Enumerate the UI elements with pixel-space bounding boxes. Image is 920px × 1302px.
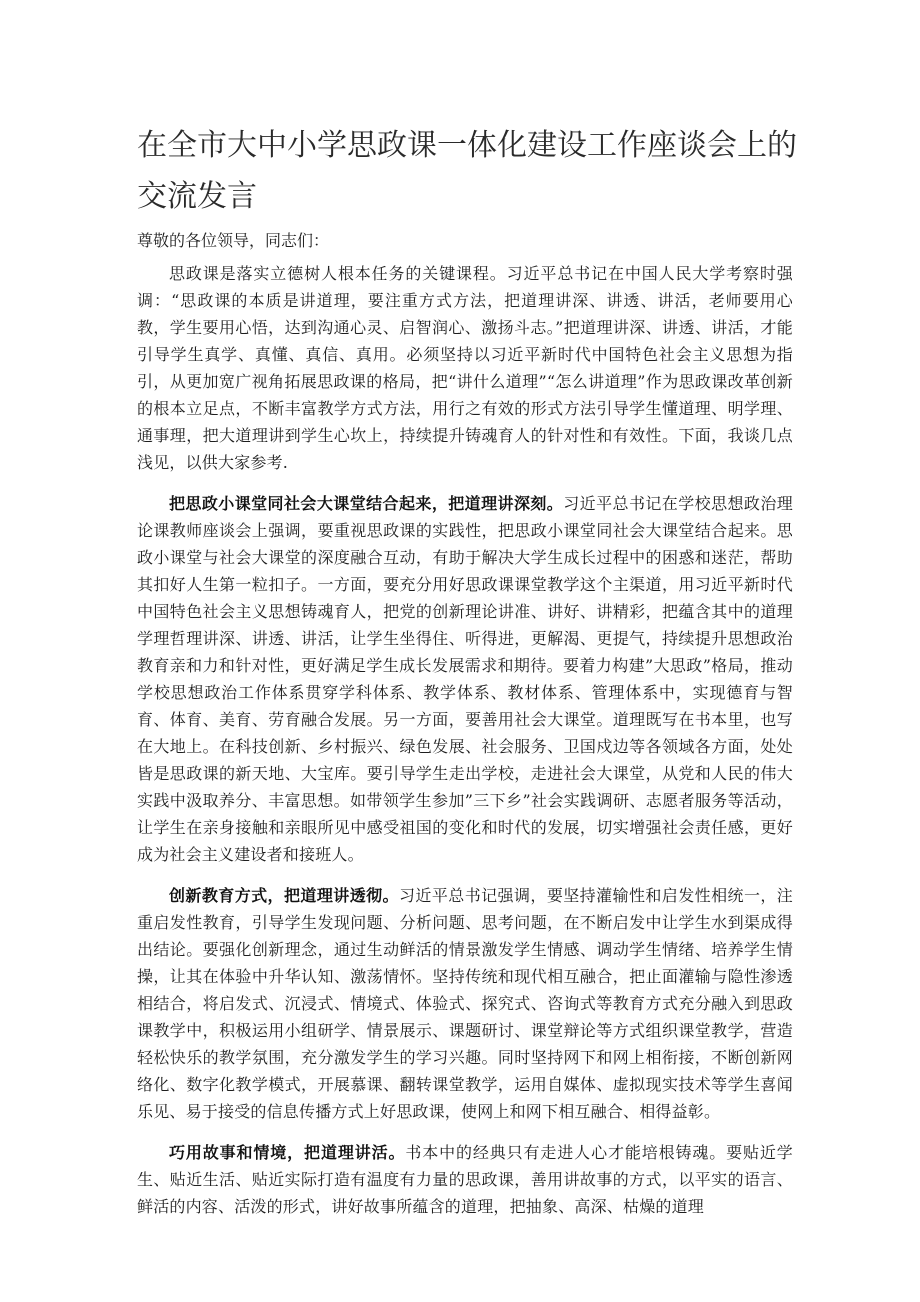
- paragraph-text: 思政课是落实立德树人根本任务的关键课程。习近平总书记在中国人民大学考察时强调：“思政课的本质是讲道理，要注重方式方法，把道理讲深、讲透、讲活，老师要用心教，学生要用心悟，达到沟通心灵、启智润心、激扬斗志。”把道理讲深、讲透、讲活，才能引导学生真学、真懂、真信、真用。必须坚持以习近平新时代中国特色社会主义思想为指引，从更加宽广视角拓展思政课的格局，把“讲什么道理”“怎么讲道理”作为思政课改革创新的根本立足点，不断丰富教学方式方法，用行之有效的形式方法引导学生懂道理、明学理、通事理，把大道理讲到学生心坎上，持续提升铸魂育人的针对性和有效性。下面，我谈几点浅见，以供大家参考.: [137, 264, 793, 472]
- paragraph-intro: [137, 260, 793, 476]
- paragraph-methods: [137, 882, 793, 1125]
- document-body: [137, 260, 793, 1234]
- paragraph-lead: 巧用故事和情境，把道理讲活。: [169, 1143, 406, 1162]
- paragraph-lead: 创新教育方式，把道理讲透彻。: [169, 886, 399, 905]
- paragraph-text: 习近平总书记在学校思想政治理论课教师座谈会上强调，要重视思政课的实践性，把思政小课堂同社会大课堂结合起来。思政小课堂与社会大课堂的深度融合互动，有助于解决大学生成长过程中的困惑和迷茫，帮助其扣好人生第一粒扣子。一方面，要充分用好思政课课堂教学这个主渠道，用习近平新时代中国特色社会主义思想铸魂育人，把党的创新理论讲准、讲好、讲精彩，把蕴含其中的道理学理哲理讲深、讲透、讲活，让学生坐得住、听得进，更解渴、更提气，持续提升思想政治教育亲和力和针对性，更好满足学生成长发展需求和期待。要着力构建”大思政”格局，推动学校思想政治工作体系贯穿学科体系、教学体系、教材体系、管理体系中，实现德育与智育、体育、美育、劳育融合发展。另一方面，要善用社会大课堂。道理既写在书本里，也写在大地上。在科技创新、乡村振兴、绿色发展、社会服务、卫国戍边等各领域各方面，处处皆是思政课的新天地、大宝库。要引导学生走出学校，走进社会大课堂，从党和人民的伟大实践中汲取养分、丰富思想。如带领学生参加”三下乡”社会实践调研、志愿者服务等活动，让学生在亲身接触和亲眼所见中感受祖国的变化和时代的发展，切实增强社会责任感，更好成为社会主义建设者和接班人。: [137, 494, 793, 864]
- paragraph-stories: [137, 1139, 793, 1220]
- greeting: 尊敬的各位领导，同志们：: [137, 231, 330, 250]
- paragraph-lead: 把思政小课堂同社会大课堂结合起来，把道理讲深刻。: [169, 494, 564, 513]
- paragraph-text: 习近平总书记强调，要坚持灌输性和启发性相统一，注重启发性教育，引导学生发现问题、分析问题、思考问题，在不断启发中让学生水到渠成得出结论。要强化创新理念，通过生动鲜活的情景激发学生情感、调动学生情绪、培养学生情操，让其在体验中升华认知、激荡情怀。坚持传统和现代相互融合，把止面灌输与隐性渗透相结合，将启发式、沉浸式、情境式、体验式、探究式、咨询式等教育方式充分融入到思政课教学中，积极运用小组研学、情景展示、课题研讨、课堂辩论等方式组织课堂教学，营造轻松快乐的教学氛围，充分激发学生的学习兴趣。同时坚持网下和网上相衔接，不断创新网络化、数字化教学模式，开展慕课、翻转课堂教学，运用自媒体、虚拟现实技术等学生喜闻乐见、易于接受的信息传播方式上好思政课，使网上和网下相互融合、相得益彰。: [137, 886, 793, 1121]
- paragraph-classroom: [137, 490, 793, 868]
- document-title: 在全市大中小学思政课一体化建设工作座谈会上的交流发言: [137, 128, 797, 214]
- paragraph-text: 书本中的经典只有走进人心才能培根铸魂。要贴近学生、贴近生活、贴近实际打造有温度有力量的思政课，善用讲故事的方式，以平实的语言、鲜活的内容、活泼的形式，讲好故事所蕴含的道理，把抽象、高深、枯燥的道理: [137, 1143, 793, 1216]
